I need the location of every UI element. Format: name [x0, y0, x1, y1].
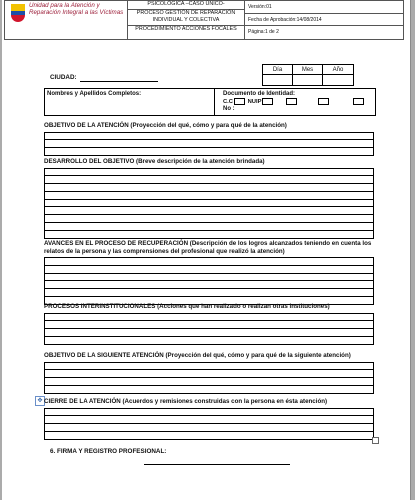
- header-titles: [128, 1, 245, 39]
- section-lines[interactable]: [44, 408, 374, 440]
- colombia-shield-logo: [11, 4, 25, 22]
- section-title: AVANCES EN EL PROCESO DE RECUPERACIÓN (Descripción de los logros alcanzados teniendo en cuenta los relatos de la persona y las comprensiones del profesional que realizó la atención): [44, 240, 372, 255]
- month-label: Mes: [293, 65, 323, 75]
- header-version: Versión:01: [245, 1, 403, 14]
- section-progress: [44, 240, 374, 305]
- resize-handle-icon[interactable]: [372, 437, 379, 444]
- section-next-objective: [44, 352, 374, 394]
- day-field[interactable]: [263, 75, 293, 85]
- year-label: Año: [323, 65, 353, 75]
- move-handle-icon[interactable]: ✥: [35, 396, 45, 406]
- document-label: Documento de Identidad:: [223, 91, 295, 97]
- year-field[interactable]: [323, 75, 353, 85]
- header-process: PROCESO GESTIÓN DE REPARACIÓN INDIVIDUAL Y COLECTIVA: [128, 10, 244, 26]
- section-objective: [44, 122, 374, 156]
- nuip-label: NUIP: [247, 99, 262, 106]
- document-header: [4, 0, 404, 40]
- section-title: PROCESOS INTERINSTITUCIONALES (Acciones que han realizado o realizan otras instituciones): [44, 303, 330, 310]
- logo-cell: [5, 1, 128, 39]
- section-lines[interactable]: [44, 257, 374, 305]
- header-approval-date: Fecha de Aprobación:14/08/2014: [245, 14, 403, 27]
- cc-label: C.C: [223, 99, 233, 106]
- month-field[interactable]: [293, 75, 323, 85]
- day-label: Día: [263, 65, 293, 75]
- full-name-label: Nombres y Apellidos Completos:: [45, 89, 215, 115]
- section-development: [44, 158, 374, 239]
- section-closing: [44, 398, 374, 440]
- other-checkbox[interactable]: [353, 98, 364, 105]
- header-page-number: Página:1 de 2: [248, 29, 279, 36]
- date-box: [262, 64, 354, 86]
- header-title: PSICOLÓGICA –CASO ÚNICO-: [128, 1, 244, 10]
- section-title: OBJETIVO DE LA SIGUIENTE ATENCIÓN (Proyección del qué, cómo y para qué de la siguiente atención): [44, 352, 351, 359]
- header-meta: [245, 1, 403, 39]
- city-label: CIUDAD:: [50, 74, 77, 81]
- document-page: [2, 0, 411, 500]
- section-lines[interactable]: [44, 168, 374, 239]
- section-lines[interactable]: [44, 362, 374, 394]
- header-procedure: PROCEDIMIENTO ACCIONES FOCALES: [135, 25, 237, 32]
- section-title: OBJETIVO DE LA ATENCIÓN (Proyección del qué, cómo y para qué de la atención): [44, 122, 287, 129]
- section-lines[interactable]: [44, 313, 374, 345]
- section-lines[interactable]: [44, 132, 374, 156]
- city-field[interactable]: [80, 81, 158, 82]
- section-title: DESARROLLO DEL OBJETIVO (Breve descripción de la atención brindada): [44, 158, 265, 165]
- signature-field[interactable]: [144, 464, 290, 465]
- document-number-label: No :: [223, 106, 235, 112]
- cc-checkbox[interactable]: [234, 98, 245, 105]
- ti-checkbox[interactable]: [286, 98, 297, 105]
- signature-label: 6. FIRMA Y REGISTRO PROFESIONAL:: [50, 448, 167, 455]
- identification-table: [44, 88, 376, 116]
- logo-text: Unidad para la Atención y Reparación Integral a las Víctimas: [29, 2, 124, 16]
- nuip-checkbox[interactable]: [262, 98, 273, 105]
- section-title: CIERRE DE LA ATENCIÓN (Acuerdos y remisiones construidas con la persona en ésta atención): [44, 398, 328, 405]
- section-interinstitutional: [44, 303, 374, 345]
- document-type-options: [223, 98, 373, 105]
- ce-checkbox[interactable]: [318, 98, 329, 105]
